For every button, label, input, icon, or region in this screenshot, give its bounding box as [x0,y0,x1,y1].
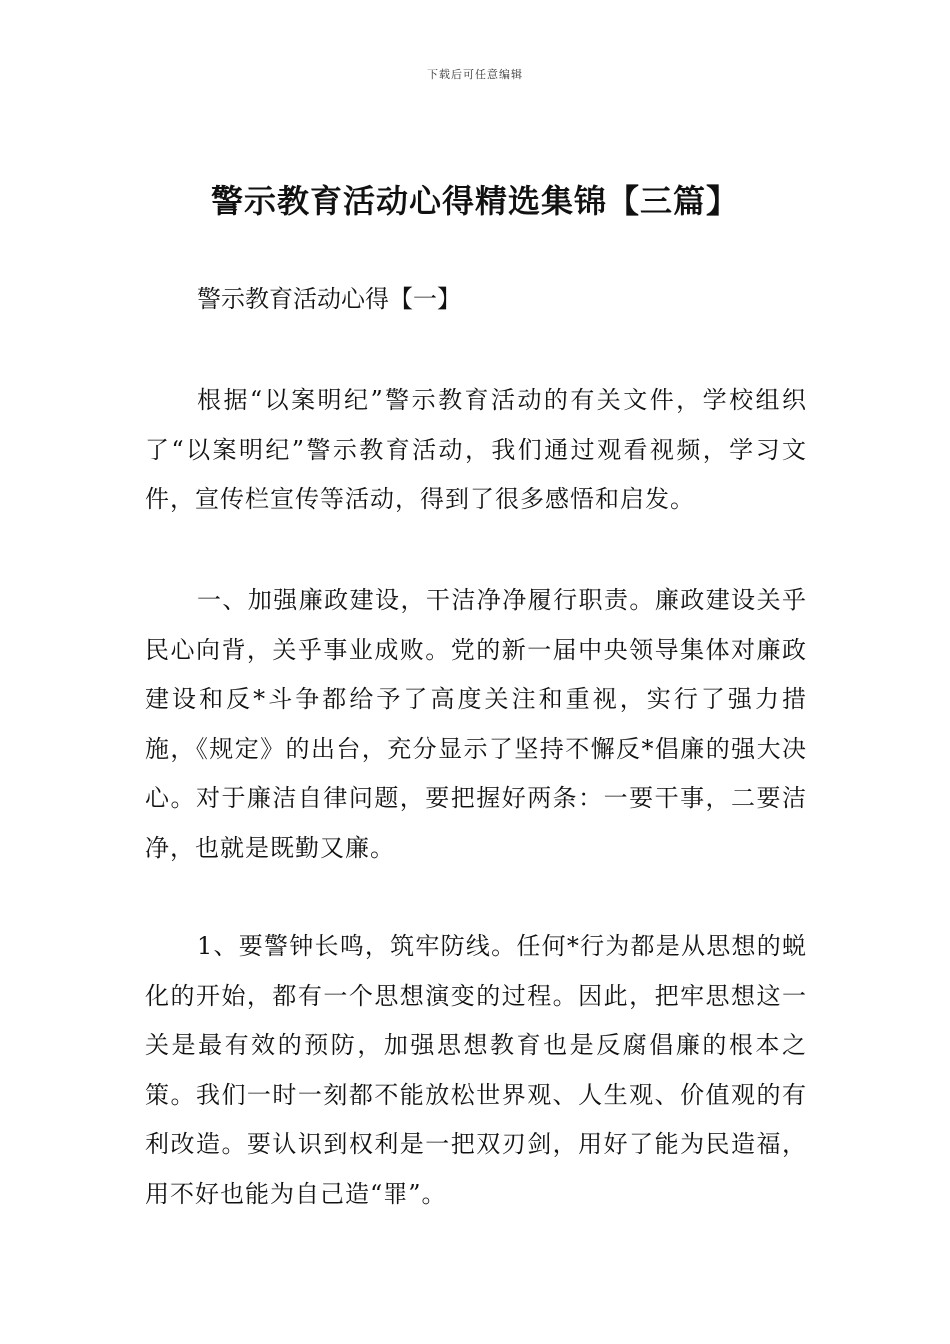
header-note: 下载后可任意编辑 [427,68,523,81]
paragraph-2: 一、加强廉政建设，干洁净净履行职责。廉政建设关乎民心向背，关乎事业成败。党的新一届中央领导集体对廉政建设和反*斗争都给予了高度关注和重视，实行了强力措施，《规定》的出台，充分显示了坚持不懈反*倡廉的强大决心。对于廉洁自律问题，要把握好两条：一要干事，二要洁净，也就是既勤又廉。 [145,586,807,862]
section-heading: 警示教育活动心得【一】 [197,285,461,313]
paragraph-3: 1、要警钟长鸣，筑牢防线。任何*行为都是从思想的蜕化的开始，都有一个思想演变的过程。因此，把牢思想这一关是最有效的预防，加强思想教育也是反腐倡廉的根本之策。我们一时一刻都不能放松世界观、人生观、价值观的有利改造。要认识到权利是一把双刃剑，用好了能为民造福，用不好也能为自己造“罪”。 [145,932,807,1208]
paragraph-1: 根据“以案明纪”警示教育活动的有关文件，学校组织了“以案明纪”警示教育活动，我们通过观看视频，学习文件，宣传栏宣传等活动，得到了很多感悟和启发。 [145,386,807,513]
document-title: 警示教育活动心得精选集锦【三篇】 [210,182,739,220]
